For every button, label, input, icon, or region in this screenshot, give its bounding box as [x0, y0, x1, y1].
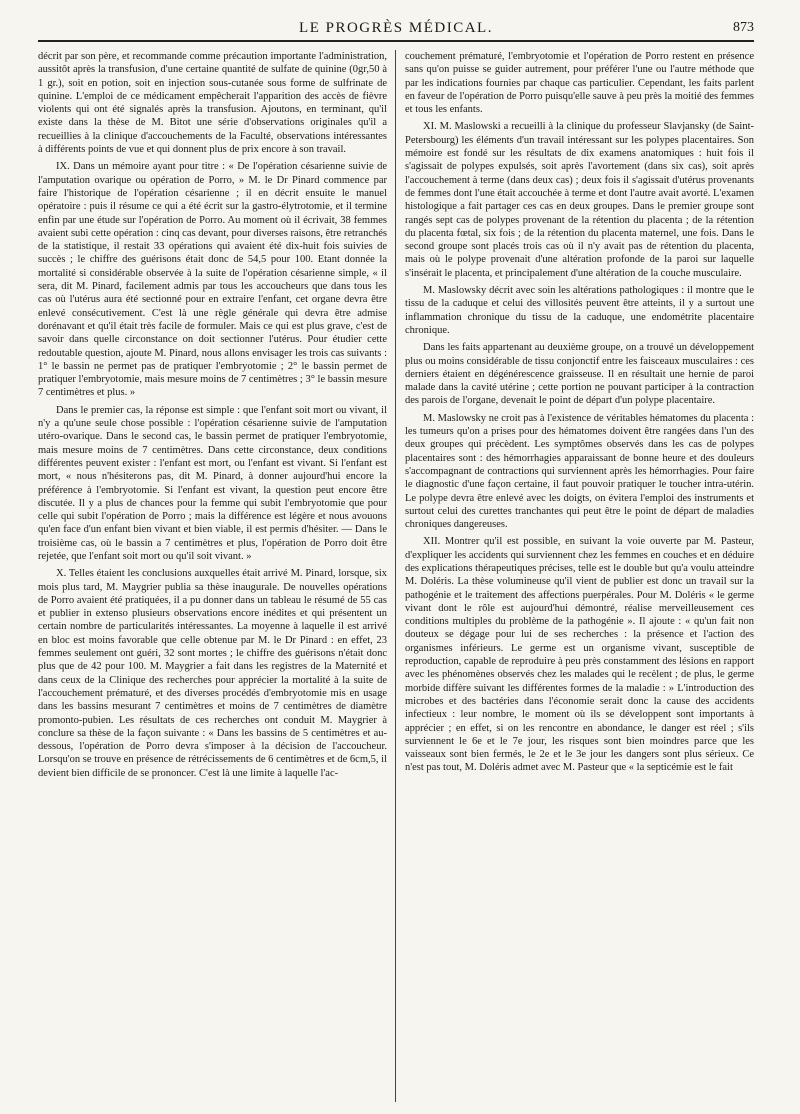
- paragraph: XII. Montrer qu'il est possible, en suivant la voie ouverte par M. Pasteur, d'expliquer les accidents qui surviennent chez les femmes en couches et en déduire des explications thérapeutiques précises, telle est le double but qu'a voulu atteindre M. Doléris. La thèse volumineuse qu'il vient de publier est donc un travail sur la pathogénie et le traitement des affections puerpérales. Pour M. Doléris « le germe vivant dont le rôle est aujourd'hui démontré, réalise merveilleusement ces conditions multiples du problème de la pathogénie ». Il ajoute : « qu'un fait non douteux se dégage pour lui de ses recherches : la présence et l'action des organismes inférieurs. Le germe est un organisme vivant, susceptible de reproduction, capable de reproduire à peu près constamment des lésions en rapport avec les phénomènes observés chez les malades qui le recèlent ; de plus, le germe morbide diffère suivant les différentes formes de la maladie : » L'introduction des microbes et des bactéries dans l'économie serait donc la cause des accidents infectieux : leur nombre, le moment où ils se développent sont importants à apprécier ; en effet, si on les rencontre en abondance, le danger est réel ; s'ils surviennent le 6e et le 7e jour, les risques sont bien moindres parce que les vaisseaux sont bien fermés, le 2e et le 3e jour les dangers sont plus sérieux. Ce n'est pas tout, M. Doléris admet avec M. Pasteur que « la septicémie est le fait: [405, 536, 754, 774]
- right-column: [405, 50, 754, 784]
- paragraph: Dans le premier cas, la réponse est simple : que l'enfant soit mort ou vivant, il n'y a qu'une seule chose possible : l'opération césarienne suivie de l'amputation utéro-ovarique. Dans le second cas, le bassin permet de pratiquer l'embryotomie, mais mesure moins de 7 centimètres. Dans cette circonstance, deux conditions différentes peuvent exister : l'enfant est mort, ou l'enfant est vivant. Si l'enfant est mort, « nous n'hésiterons pas, dit M. Pinard, à donner aujourd'hui encore la préférence à l'embryotomie. Si l'enfant est vivant, la question peut encore être discutée. Il y a plus de chances pour la femme qui subit l'embryotomie que pour celle qui subit l'opération de Porro ; mais la différence est légère et nous avouons qu'en face d'un enfant bien vivant et bien viable, il est permis d'hésiter. — Dans le troisième cas, où le bassin a 7 centimètres et plus, l'opération de Porro doit être rejetée, que l'enfant soit mort ou qu'il soit vivant. »: [38, 404, 387, 562]
- paragraph: X. Telles étaient les conclusions auxquelles était arrivé M. Pinard, lorsque, six mois plus tard, M. Maygrier publia sa thèse inaugurale. De nouvelles opérations de Porro avaient été pratiquées, il a pu donner dans un tableau le résumé de 55 cas et publier in extenso plusieurs observations encore inédites et qui présentent un certain nombre de particularités intéressantes. La moyenne à laquelle il est arrivé en bloc est moins favorable que celle obtenue par M. le Dr Pinard : en effet, 23 femmes seulement ont guéri, 32 sont mortes ; le chiffre des guérisons n'était donc plus que de 42 pour 100. M. Maygrier a fait dans les registres de la Maternité et dans ceux de la Clinique des recherches pour apprécier la mortalité à la suite de l'accouchement prématuré, et des diverses procédés d'embryotomie mis en usage dans les bassins mesurant 7 centimètres et moins de 7 centimètres de diamètre promonto-pubien. Les résultats de ces recherches ont conduit M. Maygrier à conclure sa thèse de la façon suivante : « Dans les bassins de 5 centimètres et au-dessous, l'opération de Porro devra s'imposer à la décision de l'accoucheur. Lorsqu'on se trouve en présence de rétrécissements de 6 centimètres et de 6cm,5, il devient bien difficile de se prononcer. C'est là une limite à laquelle l'ac-: [38, 568, 387, 779]
- paragraph: M. Maslowsky ne croit pas à l'existence de véritables hématomes du placenta : les tumeurs qu'on a prises pour des hématomes doivent être rangées dans l'un des deux groupes qui précèdent. Les symptômes observés dans les cas de polypes placentaires sont : des hémorrhagies apparaissant de bonne heure et des douleurs s'accompagnant de contractions qui surviennent après les hémorrhagies. Pour faire le diagnostic d'une façon certaine, il faut pouvoir pratiquer le toucher intra-utérin. Le polype devra être enlevé avec les doigts, on évitera l'emploi des instruments et surtout celui des curettes tranchantes qui peut être le point de départ de maladies chroniques dangereuses.: [405, 412, 754, 531]
- paragraph: décrit par son père, et recommande comme précaution importante l'administration, aussitôt après la transfusion, d'une certaine quantité de sulfate de quinine (0gr,50 à 1 gr.), soit en potion, soit en injection sous-cutanée sous forme de sulfrinate de quinine. L'emploi de ce médicament empêcherait l'apparition des accès de fièvre violents qui ont été signalés après la transfusion. Ajoutons, en terminant, qu'il existe dans la thèse de M. Bitot une série d'observations originales qu'il a recueillies à la clinique d'accouchements de la Faculté, observations intéressantes à différents points de vue et qui donnent plus de prix encore à son travail.: [38, 51, 387, 156]
- paragraph: couchement prématuré, l'embryotomie et l'opération de Porro restent en présence sans qu'on puisse se guider autrement, pour préférer l'une ou l'autre méthode que par les indications fournies par chaque cas particulier. Cependant, les faits parlent en faveur de l'opération de Porro puisqu'elle sauve à peu près la moitié des femmes et tous les enfants.: [405, 51, 755, 116]
- page-number: 873: [733, 20, 754, 35]
- paragraph: IX. Dans un mémoire ayant pour titre : « De l'opération césarienne suivie de l'amputation ovarique ou opération de Porro, » M. le Dr Pinard commence par faire l'historique de l'opération césarienne ; il en décrit ensuite le manuel opératoire : puis il résume ce qui a été écrit sur la gastro-élytrotomie, et il termine enfin par une étude sur l'opération de Porro. Au moment où il écrivait, 38 femmes avaient subi cette opération : cinq cas devant, pour diverses raisons, être retranchés de la statistique, il restait 33 opérations qui avaient été dix-huit fois suivies de succès ; le chiffre des guérisons était donc de 54,5 pour 100. Etant donnée la mortalité si considérable observée à la suite de l'opération césarienne simple, « il sera, dit M. Pinard, facilement admis par tous les accoucheurs que dans tous les cas où l'utérus aura été sectionné pour en extraire l'enfant, cet organe devra être enlevé consécutivement. C'est là une règle générale qui devra être admise dorénavant et qu'il était très facile de formuler. Mais ce qui est plus grave, c'est de savoir dans quelle circonstance on doit sectionner l'utérus. Pour étudier cette redoutable question, ajoute M. Pinard, nous allons envisager les trois cas suivants : 1° le bassin ne permet pas de pratiquer l'embryotomie ; 2° le bassin permet de pratiquer l'embryotomie, mais mesure moins de 7 centimètres ; 3° le bassin mesure 7 centimètres et plus. »: [38, 161, 387, 399]
- running-header: [38, 20, 754, 42]
- paragraph: Dans les faits appartenant au deuxième groupe, on a trouvé un développement plus ou moins considérable de tissu conjonctif entre les faisceaux musculaires : ces derniers étaient en dégénérescence graisseuse. Il en résultait une hernie de paroi malade dans la cavité utérine ; cette portion ne pouvant participer à la contraction des parois de l'organe, devenait le point de départ d'un polype placentaire.: [405, 342, 754, 407]
- text-columns: [38, 50, 754, 784]
- journal-title: LE PROGRÈS MÉDICAL.: [299, 20, 493, 36]
- paragraph: M. Maslowsky décrit avec soin les altérations pathologiques : il montre que le tissu de la caduque et celui des villosités peuvent être atteints, il y a surtout une inflammation chronique du tissu de la caduque, une endométrite placentaire chronique.: [405, 285, 754, 336]
- paragraph: XI. M. Maslowski a recueilli à la clinique du professeur Slavjansky (de Saint-Petersbourg) les éléments d'un travail intéressant sur les polypes placentaires. Son mémoire est fondé sur les résultats de dix examens anatomiques : huit fois il s'agissait de polypes expulsés, soit après l'avortement (dans six cas), soit après l'accouchement à terme (dans deux cas) ; deux fois il s'agissait d'utérus provenants de femmes dont l'une était accouchée à terme et dont l'autre avait avorté. L'examen histologique a fait partager ces cas en deux groupes. Dans le premier groupe sont rangés sept cas de polypes provenant de la rétention du placenta ; de la rétention du placenta fœtal, six fois ; de la rétention du placenta maternel, une fois. Dans le second groupe sont placés trois cas où il n'y avait pas de rétention du placenta, mais où le polype provenait d'une altération profonde de la paroi sur laquelle s'insérait le placenta, et principalement d'une altération de la couche musculaire.: [405, 121, 754, 279]
- column-divider: [395, 50, 396, 1102]
- left-column: [38, 50, 387, 784]
